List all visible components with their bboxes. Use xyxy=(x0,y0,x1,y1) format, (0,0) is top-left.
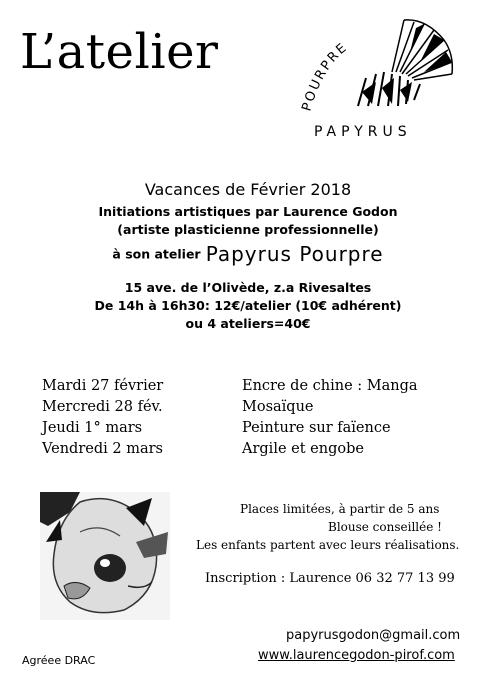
schedule-activities xyxy=(242,376,418,460)
logo-brand-text: PAPYRUS xyxy=(314,124,412,140)
event-line-initiations: Initiations artistiques par Laurence Godon xyxy=(98,204,398,219)
schedule-date: Vendredi 2 mars xyxy=(42,441,163,457)
page-title: L’atelier xyxy=(20,24,219,80)
info-inscription: Inscription : Laurence 06 32 77 13 99 xyxy=(205,571,455,586)
manga-drawing-icon xyxy=(40,492,170,620)
info-blouse: Blouse conseillée ! xyxy=(328,520,442,534)
schedule-dates xyxy=(42,376,163,460)
schedule-activity: Argile et engobe xyxy=(242,441,364,457)
schedule-activity: Encre de chine : Manga xyxy=(242,378,418,394)
contact-email: papyrusgodon@gmail.com xyxy=(286,628,461,643)
info-places: Places limitées, à partir de 5 ans xyxy=(240,502,440,516)
event-heading: Vacances de Février 2018 xyxy=(144,180,352,199)
event-address: 15 ave. de l’Olivède, z.a Rivesaltes xyxy=(124,280,372,295)
event-line-artist: (artiste plasticienne professionnelle) xyxy=(117,222,379,237)
logo-curved-text: POURPRE xyxy=(299,39,351,113)
atelier-name: Papyrus Pourpre xyxy=(205,242,384,266)
info-enfants: Les enfants partent avec leurs réalisations. xyxy=(196,538,460,552)
schedule-date: Mercredi 28 fév. xyxy=(42,399,163,415)
logo-artwork-icon xyxy=(296,8,466,148)
event-hours-price: De 14h à 16h30: 12€/atelier (10€ adhérent) xyxy=(94,298,402,313)
footer-agreement: Agréee DRAC xyxy=(22,654,96,667)
atelier-prefix: à son atelier xyxy=(112,246,201,262)
event-bundle-price: ou 4 ateliers=40€ xyxy=(185,316,311,331)
schedule-activity: Mosaïque xyxy=(242,399,314,415)
manga-drawing-illustration xyxy=(40,492,170,620)
schedule-date: Mardi 27 février xyxy=(42,378,164,394)
contact-website-link[interactable]: www.laurencegodon-pirof.com xyxy=(258,648,455,663)
schedule-activity: Peinture sur faïence xyxy=(242,420,391,436)
schedule-date: Jeudi 1° mars xyxy=(42,420,143,436)
papyrus-pourpre-logo xyxy=(296,8,466,148)
event-line-atelier xyxy=(0,242,496,266)
